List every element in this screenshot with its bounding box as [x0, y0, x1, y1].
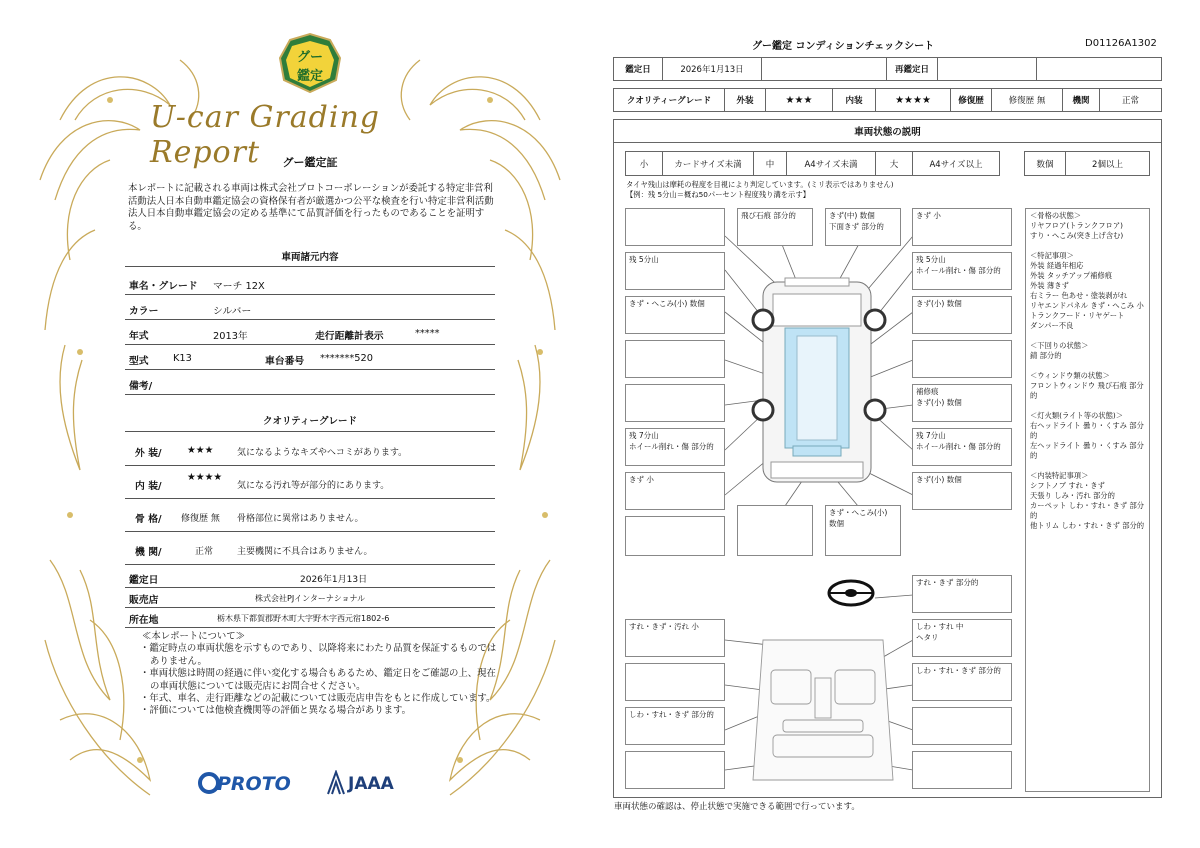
condition-title: 車両状態の説明: [613, 119, 1162, 143]
damage-box-bottom-2: [737, 505, 813, 556]
condition-notes-list: [1025, 208, 1150, 792]
date-label: 鑑定日: [613, 57, 663, 81]
divider: [125, 266, 495, 267]
spec-row-name: [125, 271, 495, 295]
spec-row-color: [125, 296, 495, 320]
damage-box-tire-fr: 残 5分山 ホイール削れ・傷 部分的: [912, 252, 1012, 290]
jaaa-logo-text: JAAA: [348, 774, 394, 794]
car-top-view-icon: [753, 278, 885, 482]
notes-windows: ＜ウィンドウ類の状態＞ フロントウィンドウ 飛び石痕 部分的: [1030, 371, 1144, 400]
quality-int-text: 気になる汚れ等が部分的にあります。: [237, 481, 390, 491]
sheet-id: D01126A1302: [1085, 38, 1157, 49]
report-notes: [140, 631, 500, 718]
damage-box-left-rear-door: [625, 384, 725, 422]
size-mid-label: 中: [753, 151, 787, 176]
divider: [125, 431, 495, 432]
spec-color-value: シルバー: [213, 306, 252, 317]
info-row-address: [125, 608, 495, 628]
damage-box-int-ceiling: すれ・きず・汚れ 小: [625, 619, 725, 657]
damage-box-front-bumper: きず(中) 数個 下面きず 部分的: [825, 208, 901, 246]
size-small-label: 小: [625, 151, 663, 176]
spec-name-label: 車名・グレード: [129, 281, 198, 292]
certificate-title: グー鑑定証: [282, 156, 338, 169]
grade-repair-label: 修復歴: [950, 88, 992, 112]
quality-section-title: クオリティーグレード: [262, 416, 358, 427]
quality-engine-text: 主要機関に不具合はありません。: [237, 547, 373, 557]
size-small-desc: カードサイズ未満: [662, 151, 754, 176]
grade-repair-value: 修復歴 無: [991, 88, 1063, 112]
info-dealer-label: 販売店: [129, 595, 159, 606]
spec-color-label: カラー: [129, 306, 159, 317]
damage-box-int-right-3: [912, 707, 1012, 745]
damage-box-int-right-4: [912, 751, 1012, 789]
grade-engine-value: 正常: [1099, 88, 1162, 112]
info-date-label: 鑑定日: [129, 575, 159, 586]
spec-year-label: 年式: [129, 331, 149, 342]
redate-label: 再鑑定日: [886, 57, 938, 81]
report-script-title: U-car Grading Report: [150, 100, 380, 170]
spec-remarks-label: 備考/: [129, 381, 153, 392]
damage-box-rear-bumper: きず・へこみ(小) 数個: [825, 505, 901, 556]
quality-int-stars: ★★★★: [187, 472, 223, 483]
damage-box-left-fender: きず・へこみ(小) 数個: [625, 296, 725, 334]
spec-row-model: [125, 346, 495, 370]
jaaa-logo-icon: [326, 770, 346, 796]
quality-frame-value: 修復歴 無: [181, 514, 220, 524]
size-count-label: 数個: [1024, 151, 1066, 176]
damage-box-windshield: 飛び石痕 部分的: [737, 208, 813, 246]
date-value: 2026年1月13日: [662, 57, 762, 81]
quality-engine-label: 機 関/: [135, 547, 162, 558]
damage-box-left-front-door: [625, 340, 725, 378]
sheet-footer: 車両状態の確認は、停止状態で実施できる範囲で行っています。: [614, 802, 860, 812]
badge-text: グー鑑定: [296, 50, 323, 84]
damage-box-tire-fl: 残 5分山: [625, 252, 725, 290]
info-row-dealer: [125, 588, 495, 608]
note-item: ・年式、車名、走行距離などの記載については販売店申告をもとに作成しています。: [140, 693, 496, 705]
redate-blank: [1036, 57, 1162, 81]
grade-ext-label: 外装: [724, 88, 766, 112]
notes-title: ≪本レポートについて≫: [142, 631, 245, 642]
spec-odo-label: 走行距離計表示: [315, 331, 384, 342]
sheet-title: グー鑑定 コンディションチェックシート: [752, 41, 935, 52]
quality-frame-text: 骨格部位に異常はありません。: [237, 514, 364, 524]
grade-int-label: 内装: [832, 88, 876, 112]
notes-frame: ＜骨格の状態＞ リヤフロア(トランクフロア) すり・へこみ(突き上げ含む): [1030, 211, 1124, 240]
spec-chassis-label: 車台番号: [265, 356, 305, 367]
spec-odo-value: *****: [415, 328, 440, 339]
damage-box-steering: すれ・きず 部分的: [912, 575, 1012, 613]
note-item: ・車両状態は時間の経過に伴い変化する場合もあるため、鑑定日をご確認の上、現在の車両状態については販売店にお問合せください。: [140, 668, 496, 692]
quality-int-label: 内 装/: [135, 481, 162, 492]
grade-int-stars: ★★★★: [875, 88, 951, 112]
spec-year-value: 2013年: [213, 331, 248, 342]
damage-box-right-fender: きず(小) 数個: [912, 296, 1012, 334]
note-item: ・評価については他検査機関等の評価と異なる場合があります。: [140, 705, 411, 717]
spec-model-value: K13: [173, 353, 192, 364]
spec-row-remarks: [125, 371, 495, 395]
quality-frame-label: 骨 格/: [135, 514, 162, 525]
size-mid-desc: A4サイズ未満: [786, 151, 876, 176]
spec-chassis-value: *******520: [320, 353, 373, 364]
info-row-date: [125, 566, 495, 588]
quality-ext-label: 外 装/: [135, 448, 162, 459]
quality-engine-value: 正常: [195, 547, 214, 557]
damage-box-int-carpet: しわ・すれ・きず 部分的: [625, 707, 725, 745]
info-address-value: 栃木県下都賀郡野木町大字野木字西元宿1802-6: [217, 614, 390, 623]
damage-box-right-front-door: [912, 340, 1012, 378]
damage-box-front-left: [625, 208, 725, 246]
tire-note-1: タイヤ残山は摩耗の程度を目視により判定しています。(ミリ表示ではありません): [626, 180, 894, 189]
info-dealer-value: 株式会社PJインターナショナル: [255, 594, 366, 603]
quality-ext-stars: ★★★: [187, 445, 214, 456]
notes-lights: ＜灯火類(ライト等の状態)＞ 右ヘッドライト 曇り・くすみ 部分的 左ヘッドライト 曇り・くすみ 部分的: [1030, 411, 1144, 460]
damage-box-rear-left: きず 小: [625, 472, 725, 510]
quality-row-frame: [125, 502, 495, 532]
spec-name-value: マーチ 12X: [213, 281, 265, 292]
steering-wheel-icon: [829, 581, 873, 605]
damage-box-int-left-4: [625, 751, 725, 789]
note-item: ・鑑定時点の車両状態を示すものであり、以降将来にわたり品質を保証するものではありません。: [140, 643, 497, 667]
damage-box-int-left-2: [625, 663, 725, 701]
notes-interior: ＜内装特記事項＞ シフトノブ すれ・きず 天張り しみ・汚れ 部分的 カーペット しわ・すれ・きず 部分的 他トリム しわ・すれ・きず 部分的: [1030, 471, 1145, 530]
tire-note-2: 【例：残 5分山＝概ね50パーセント程度残り溝を示す】: [626, 190, 810, 199]
info-address-label: 所在地: [129, 615, 159, 626]
damage-box-rear-right: きず(小) 数個: [912, 472, 1012, 510]
proto-logo-text: PROTO: [217, 773, 291, 795]
grade-label: クオリティーグレード: [613, 88, 725, 112]
date-blank: [761, 57, 887, 81]
redate-value: [937, 57, 1037, 81]
damage-box-int-right-2: しわ・すれ・きず 部分的: [912, 663, 1012, 701]
certificate-intro: 本レポートに記載される車両は株式会社プロトコーポレーションが委託する特定非営利活動法人日本自動車鑑定協会の資格保有者が厳選かつ公平な検査を行い特定非営利活動法人日本自動車鑑定協会の定める基準にて品質評価を行ったものであることを証明する。: [128, 183, 494, 232]
size-count-desc: 2個以上: [1065, 151, 1150, 176]
quality-row-interior: [125, 469, 495, 499]
damage-box-right-rear-door: 補修痕 きず(小) 数個: [912, 384, 1012, 422]
damage-box-tire-rr: 残 7分山 ホイール削れ・傷 部分的: [912, 428, 1012, 466]
size-large-desc: A4サイズ以上: [912, 151, 1000, 176]
spec-model-label: 型式: [129, 356, 149, 367]
quality-row-exterior: [125, 438, 495, 466]
car-interior-icon: [753, 640, 893, 780]
spec-row-year: [125, 321, 495, 345]
damage-box-int-driver-seat: しわ・すれ 中 ヘタリ: [912, 619, 1012, 657]
damage-box-front-right: きず 小: [912, 208, 1012, 246]
spec-section-title: 車両諸元内容: [281, 252, 339, 263]
size-large-label: 大: [875, 151, 913, 176]
grade-ext-stars: ★★★: [765, 88, 833, 112]
damage-box-bottom-1: [625, 516, 725, 556]
notes-underbody: ＜下回りの状態＞ 錆 部分的: [1030, 341, 1089, 360]
notes-special: ＜特記事項＞ 外装 経過年相応 外装 タッチアップ補修痕 外装 薄きず 右ミラー 色あせ・塗装剥がれ リヤエンドパネル きず・へこみ 小 トランクフード・リヤゲート ダンパー不良: [1030, 251, 1144, 330]
grade-engine-label: 機関: [1062, 88, 1100, 112]
quality-row-engine: [125, 535, 495, 565]
quality-ext-text: 気になるようなキズやヘコミがあります。: [237, 448, 408, 458]
info-date-value: 2026年1月13日: [300, 575, 368, 585]
damage-box-tire-rl: 残 7分山 ホイール削れ・傷 部分的: [625, 428, 725, 466]
